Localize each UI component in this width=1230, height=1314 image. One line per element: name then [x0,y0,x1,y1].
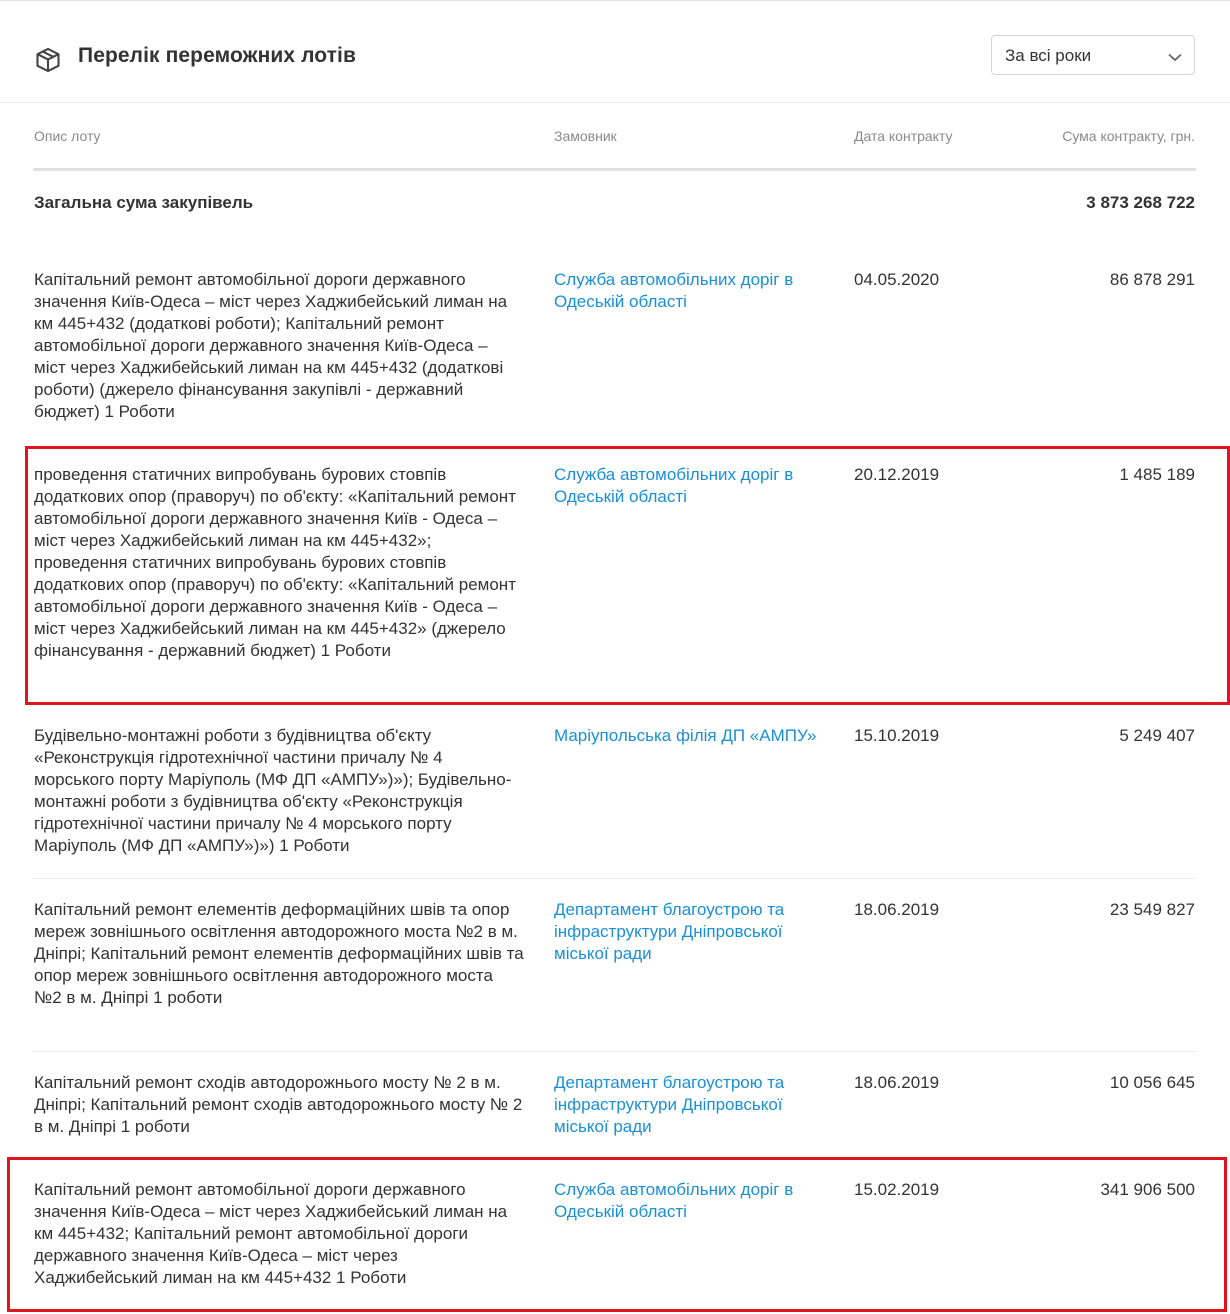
contract-date: 15.10.2019 [854,726,940,745]
lot-description: Капітальний ремонт сходів автодорожнього мосту № 2 в м. Дніпрі; Капітальний ремонт сходів автодорожнього мосту № 2 в м. Дніпрі 1 роботи [34,1073,523,1136]
customer-link[interactable]: Департамент благоустрою та інфраструктури Дніпровської міської ради [554,1073,785,1136]
contract-sum: 5 249 407 [1119,726,1195,745]
customer-link[interactable]: Маріупольська філія ДП «АМПУ» [554,726,817,745]
customer-link[interactable]: Служба автомобільних доріг в Одеській області [554,465,794,506]
contract-date: 04.05.2020 [854,270,940,289]
year-filter-value: За всі роки [1005,46,1092,65]
contract-date: 15.02.2019 [854,1180,940,1199]
total-label: Загальна сума закупівель [34,193,254,212]
lot-description: Будівельно-монтажні роботи з будівництва об'єкту «Реконструкція гідротехнічної частини причалу № 4 морського порту Маріуполь (МФ ДП «АМПУ»)»); Будівельно-монтажні роботи з будівництва об'єкту «Реконструкція гідротехнічної частини причалу № 4 морського порту Маріуполь (МФ ДП «АМПУ»)») 1 Роботи [34,726,512,855]
customer-link[interactable]: Департамент благоустрою та інфраструктури Дніпровської міської ради [554,900,785,963]
panel-header [0,1,1230,103]
contract-sum: 1 485 189 [1119,465,1195,484]
column-header-date: Дата контракту [854,128,953,144]
contract-sum: 23 549 827 [1109,900,1195,919]
contract-sum: 10 056 645 [1109,1073,1195,1092]
lot-description: Капітальний ремонт елементів деформаційних швів та опор мереж зовнішнього освітлення автодорожного моста №2 в м. Дніпрі; Капітальний ремонт елементів деформаційних швів та опор мереж зовнішнього освітлення автодорожного моста №2 в м. Дніпрі 1 роботи [34,900,524,1007]
row-divider [33,878,1196,879]
column-header-customer: Замовник [554,128,617,144]
contract-date: 18.06.2019 [854,900,940,919]
page-title: Перелік переможних лотів [78,44,356,67]
contract-sum: 341 906 500 [1100,1180,1195,1199]
customer-link[interactable]: Служба автомобільних доріг в Одеській області [554,270,794,311]
total-value: 3 873 268 722 [1086,193,1195,212]
contract-date: 18.06.2019 [854,1073,940,1092]
row-divider [33,1051,1196,1052]
header-divider [33,168,1196,171]
column-header-description: Опис лоту [34,128,101,144]
lot-description: Капітальний ремонт автомобільної дороги державного значення Київ-Одеса – міст через Хаджибейський лиман на км 445+432 (додаткові роботи); Капітальний ремонт автомобільної дороги державного значення Київ-Одеса – міст через Хаджибейський лиман на км 445+432 (додаткові роботи) (джерело фінансування закупівлі - державний бюджет) 1 Роботи [34,270,508,421]
customer-link[interactable]: Служба автомобільних доріг в Одеській області [554,1180,794,1221]
box-icon [34,46,62,74]
chevron-down-icon [1166,48,1184,66]
contract-sum: 86 878 291 [1109,270,1195,289]
lot-description: проведення статичних випробувань бурових стовпів додаткових опор (праворуч) по об'єкту: «Капітальний ремонт автомобільної дороги державного значення Київ - Одеса – міст через Хаджибейський лиман на км 445+432»; проведення статичних випробувань бурових стовпів додаткових опор (праворуч) по об'єкту: «Капітальний ремонт автомобільної дороги державного значення Київ - Одеса – міст через Хаджибейський лиман на км 445+432» (джерело фінансування - державний бюджет) 1 Роботи [34,465,516,660]
year-filter-select[interactable] [991,35,1195,75]
column-header-sum: Сума контракту, грн. [1062,128,1195,144]
contract-date: 20.12.2019 [854,465,940,484]
lot-description: Капітальний ремонт автомобільної дороги державного значення Київ-Одеса – міст через Хаджибейський лиман на км 445+432; Капітальний ремонт автомобільної дороги державного значення Київ-Одеса – міст через Хаджибейський лиман на км 445+432 1 Роботи [34,1180,508,1287]
